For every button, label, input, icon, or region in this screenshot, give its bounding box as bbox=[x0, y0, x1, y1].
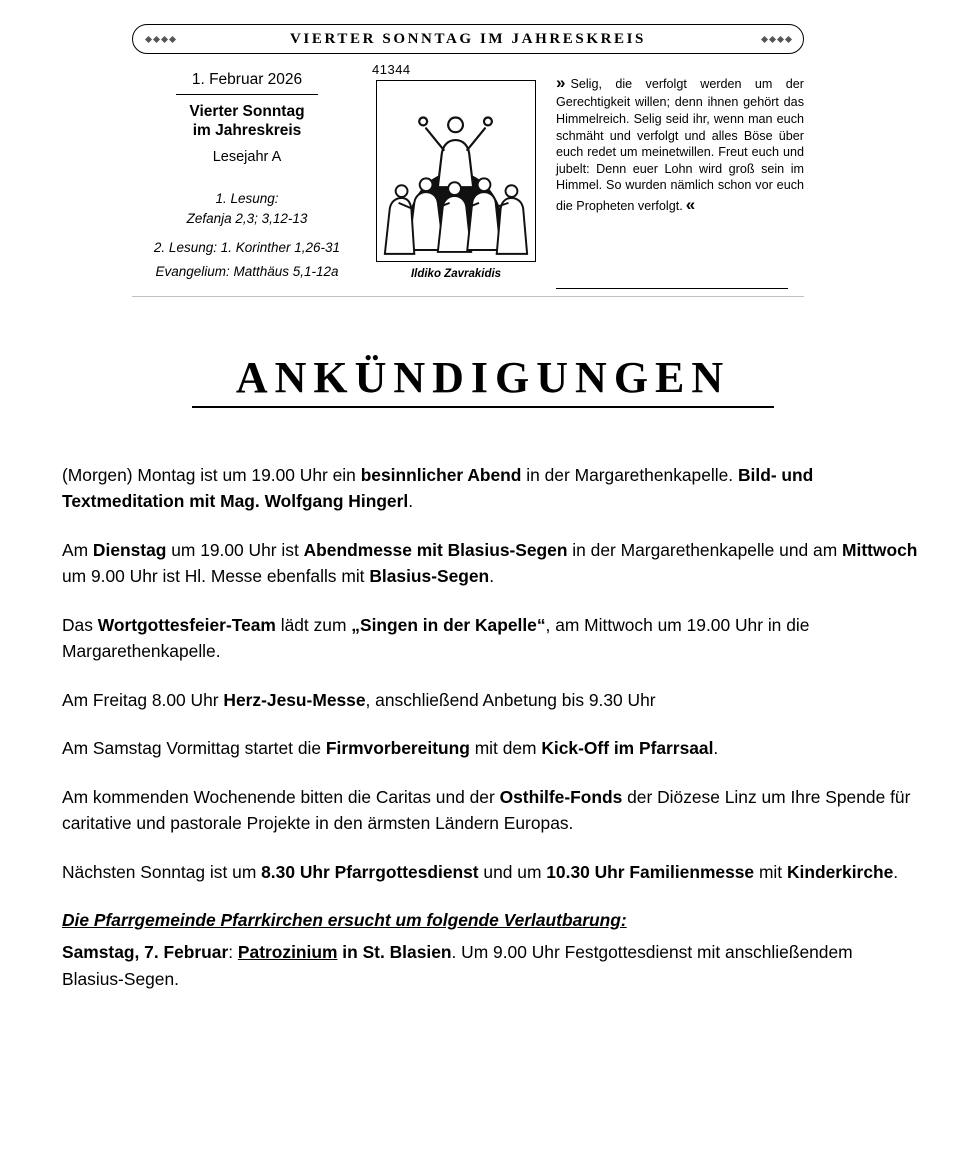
announcement-text-run: Osthilfe-Fonds bbox=[499, 786, 623, 807]
reading-year: Lesejahr A bbox=[212, 148, 282, 165]
reading-1-reference: Zefanja 2,3; 3,12-13 bbox=[186, 211, 308, 227]
announcement-text-run: in St. Blasien bbox=[337, 942, 452, 963]
artwork-credit: Ildiko Zavrakidis bbox=[410, 268, 502, 280]
announcement-text-run: Wortgottesfeier-Team bbox=[97, 614, 276, 635]
announcement-text-run: Kinderkirche bbox=[786, 861, 894, 882]
announcement-text-run: Nächsten Sonntag ist um bbox=[62, 861, 262, 882]
announcement-text-run: „Singen in der Kapelle“ bbox=[351, 614, 546, 635]
announcement-text-run: 10.30 Uhr Familienmesse bbox=[546, 861, 755, 882]
gospel-reading: Evangelium: Matthäus 5,1-12a bbox=[155, 263, 339, 279]
announcement-text-run: Blasius-Segen bbox=[369, 566, 490, 587]
quote-open-mark: » bbox=[556, 73, 565, 92]
announcement-text-run: . bbox=[893, 861, 899, 882]
artwork-number: 41344 bbox=[372, 62, 411, 77]
sermon-on-the-mount-icon bbox=[377, 81, 534, 260]
announcement-text-run: Samstag, 7. Februar bbox=[62, 942, 229, 963]
reading-2: 2. Lesung: 1. Korinther 1,26-31 bbox=[153, 239, 341, 255]
announcement-text-run: , anschließend Anbetung bis 9.30 Uhr bbox=[365, 689, 656, 710]
announcement-paragraph bbox=[62, 939, 918, 992]
announcement-paragraph bbox=[62, 784, 918, 837]
quote-close-mark: « bbox=[685, 195, 695, 215]
announcement-text-run: und um bbox=[478, 861, 547, 882]
sunday-name-line2: im Jahreskreis bbox=[192, 122, 302, 140]
announcement-text-run: , am Mittwoch um 19.00 Uhr in die Margarethenkapelle. bbox=[62, 614, 810, 662]
announcement-text-run: um 19.00 Uhr ist bbox=[166, 539, 304, 560]
sunday-name bbox=[132, 102, 362, 141]
announcement-text-run: der Diözese Linz um Ihre Spende für caritative und pastorale Projekte in den ärmsten Ländern Europas. bbox=[62, 786, 911, 834]
quote-text: Selig, die verfolgt werden um der Gerechtigkeit willen; denn ihnen gehört das Himmelreich. Selig seid ihr, wenn man euch schmäht und verfolgt und alles Böse über euch redet um meinetwillen. Freut euch und jubelt: Denn euer Lohn wird groß sein im Himmel. So wurden nämlich schon vor euch die Propheten verfolgt. bbox=[556, 77, 804, 214]
announcement-text-run: . bbox=[713, 738, 719, 759]
banner-left-ornament bbox=[137, 25, 183, 53]
reading-1-label: 1. Lesung: bbox=[215, 191, 279, 207]
announcement-text-run: (Morgen) Montag ist um 19.00 Uhr ein bbox=[62, 465, 361, 485]
announcement-paragraph bbox=[62, 859, 918, 885]
announcement-text-run: . Um 9.00 Uhr Festgottesdienst mit anschließendem Blasius-Segen. bbox=[62, 942, 853, 989]
header-banner bbox=[132, 24, 804, 54]
announcement-text-run: Am kommenden Wochenende bitten die Caritas und der bbox=[62, 786, 500, 807]
announcement-text-run: Am Freitag 8.00 Uhr bbox=[62, 689, 224, 710]
announcement-text-run: in der Margarethenkapelle und am bbox=[567, 539, 843, 560]
service-date: 1. Februar 2026 bbox=[176, 70, 318, 95]
announcement-text-run: besinnlicher Abend bbox=[360, 465, 522, 485]
announcement-text-run: Mittwoch bbox=[842, 539, 918, 560]
liturgy-info-column bbox=[132, 70, 362, 282]
artwork-illustration bbox=[376, 80, 536, 262]
announcement-paragraph bbox=[62, 687, 918, 713]
announcement-text-run: Kick-Off im Pfarrsaal bbox=[541, 738, 714, 759]
announcement-text-run: Firmvorbereitung bbox=[325, 738, 470, 759]
gospel-quote bbox=[556, 72, 804, 217]
announcement-text-run: mit bbox=[754, 861, 787, 882]
announcement-text-run: . bbox=[408, 491, 414, 512]
announcement-text-run: Das bbox=[62, 614, 98, 635]
announcement-paragraph bbox=[62, 907, 918, 933]
announcement-text-run: um 9.00 Uhr ist Hl. Messe ebenfalls mit bbox=[62, 566, 370, 587]
page-title: ANKÜNDIGUNGEN bbox=[235, 353, 731, 402]
announcement-text-run: Herz-Jesu-Messe bbox=[223, 689, 366, 710]
announcement-paragraph bbox=[62, 537, 918, 590]
announcement-text-run: 8.30 Uhr Pfarrgottesdienst bbox=[261, 861, 479, 882]
announcement-text-run: mit dem bbox=[469, 738, 542, 759]
readings-list bbox=[132, 189, 362, 282]
announcement-text-run: Am Samstag Vormittag startet die bbox=[62, 738, 326, 759]
announcement-text-run: . bbox=[489, 566, 495, 587]
banner-right-ornament bbox=[753, 25, 799, 53]
announcement-text-run: Dienstag bbox=[92, 539, 167, 560]
announcements-body bbox=[62, 462, 918, 1014]
announcement-text-run: Am bbox=[62, 539, 93, 560]
announcement-paragraph bbox=[62, 462, 918, 515]
announcement-text-run: Patrozinium bbox=[237, 942, 338, 963]
quote-divider bbox=[556, 288, 788, 289]
announcement-text-run: Abendmesse mit Blasius-Segen bbox=[303, 539, 568, 560]
header-divider bbox=[132, 296, 804, 297]
banner-title: VIERTER SONNTAG IM JAHRESKREIS bbox=[290, 30, 646, 47]
announcement-text-run: Bild- und Textmeditation mit Mag. Wolfgang Hingerl bbox=[62, 465, 814, 512]
page-title-underline bbox=[192, 406, 774, 408]
announcement-text-run: in der Margarethenkapelle. bbox=[521, 465, 738, 485]
announcement-text-run: lädt zum bbox=[275, 614, 352, 635]
announcement-text-run: : bbox=[228, 942, 238, 963]
announcement-paragraph bbox=[62, 612, 918, 665]
sunday-name-line1: Vierter Sonntag bbox=[189, 102, 305, 120]
announcement-text-run: Die Pfarrgemeinde Pfarrkirchen ersucht um folgende Verlautbarung: bbox=[62, 909, 627, 930]
announcement-paragraph bbox=[62, 735, 918, 761]
